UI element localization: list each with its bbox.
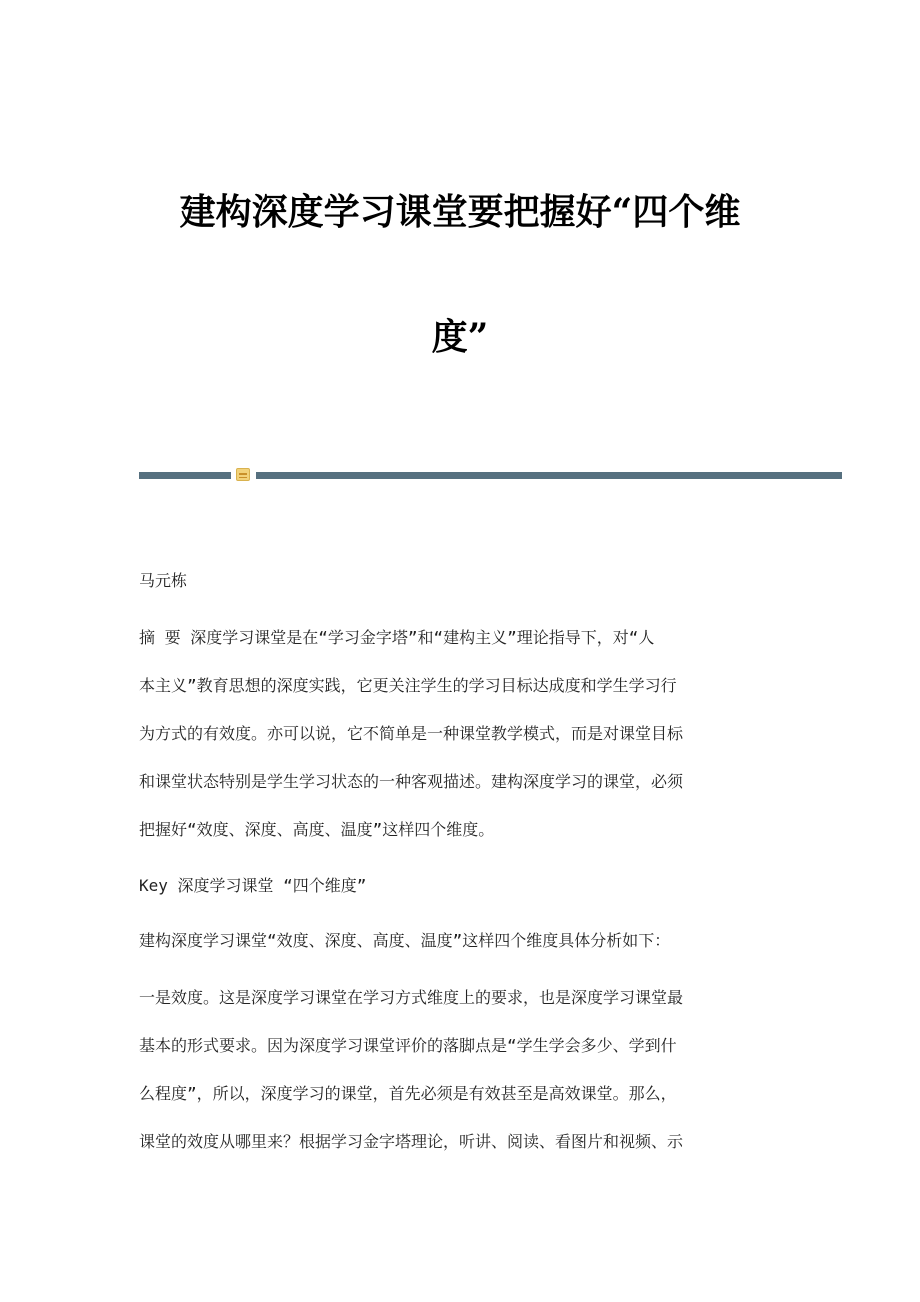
document-title-line-2: 度” [431,316,489,358]
body-line: 课堂的效度从哪里来？根据学习金字塔理论，听讲、阅读、看图片和视频、示 [139,1132,684,1151]
abstract-line: 把握好“效度、深度、高度、温度”这样四个维度。 [139,820,495,839]
abstract-line: 本主义”教育思想的深度实践，它更关注学生的学习目标达成度和学生学习行 [139,676,677,695]
body-line: 基本的形式要求。因为深度学习课堂评价的落脚点是“学生学会多少、学到什 [139,1036,677,1055]
title-divider [139,468,842,482]
document-title-line-1: 建构深度学习课堂要把握好“四个维 [179,191,741,233]
abstract-line: 摘 要 深度学习课堂是在“学习金字塔”和“建构主义”理论指导下，对“人 [139,628,655,647]
keywords: Key 深度学习课堂 “四个维度” [139,876,367,895]
abstract [139,628,779,840]
envelope-icon [236,468,250,481]
divider-bar-right [256,472,842,479]
body-paragraph [139,988,779,1152]
body-line: 一是效度。这是深度学习课堂在学习方式维度上的要求，也是深度学习课堂最 [139,988,684,1007]
body-line: 么程度”，所以，深度学习的课堂，首先必须是有效甚至是高效课堂。那么， [139,1084,677,1103]
divider-bar-left [139,472,231,479]
author: 马元栋 [139,571,188,590]
abstract-line: 和课堂状态特别是学生学习状态的一种客观描述。建构深度学习的课堂，必须 [139,772,684,791]
intro-paragraph: 建构深度学习课堂“效度、深度、高度、温度”这样四个维度具体分析如下： [139,931,671,950]
abstract-line: 为方式的有效度。亦可以说，它不简单是一种课堂教学模式，而是对课堂目标 [139,724,684,743]
